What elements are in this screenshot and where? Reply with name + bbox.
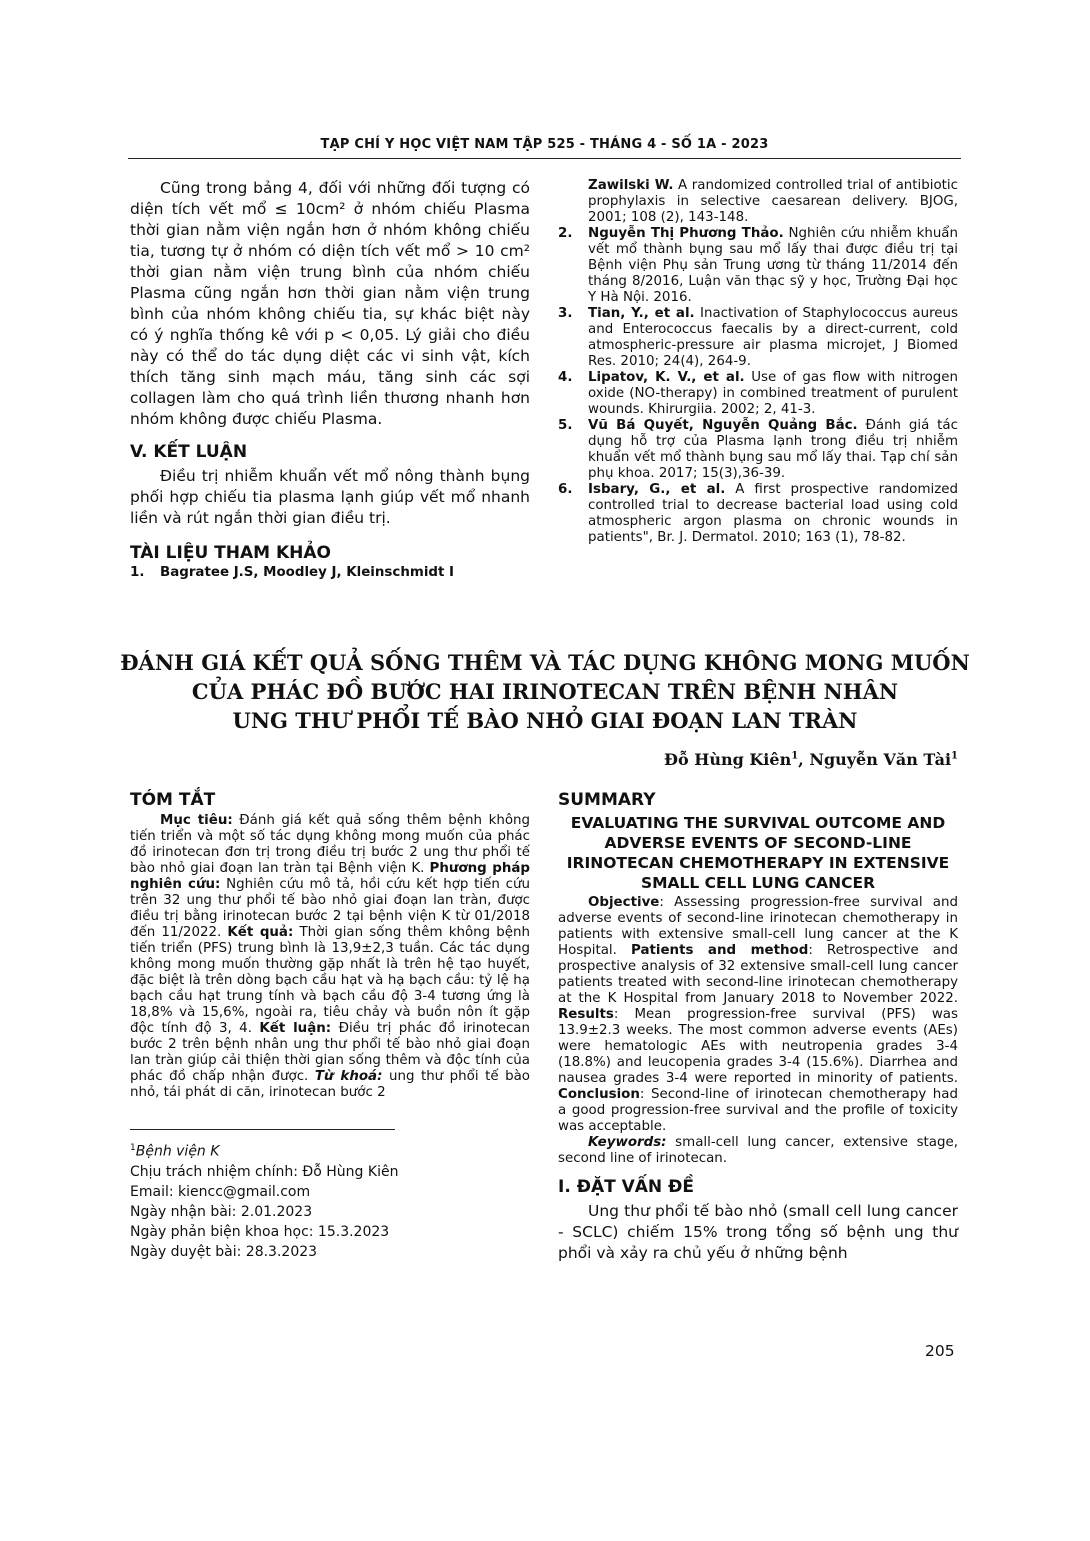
- conclusion-label: Kết luận:: [259, 1021, 332, 1036]
- keywords-text: small-cell lung cancer, extensive stage, second line of irinotecan.: [558, 1135, 958, 1166]
- date-received: Ngày nhận bài: 2.01.2023: [130, 1203, 313, 1220]
- reference-item: [558, 370, 958, 418]
- affiliation-text: Bệnh viện K: [135, 1143, 220, 1160]
- reference-details: Use of gas flow with nitrogen oxide (NO-therapy) in combined treatment of purulent wounds. Khirurgiia. 2002; 2, 41-3.: [588, 370, 958, 417]
- title-line: CỦA PHÁC ĐỒ BƯỚC HAI IRINOTECAN TRÊN BỆNH NHÂN: [191, 679, 899, 704]
- objective-text: : Assessing progression-free survival and adverse events of second-line irinotecan chemotherapy in patients with extensive small-cell lung cancer at the K Hospital.: [558, 895, 958, 958]
- author-email: Email: kiencc@gmail.com: [130, 1183, 311, 1200]
- reference-authors: Tian, Y., et al.: [588, 306, 695, 321]
- reference-details: A randomized controlled trial of antibiotic prophylaxis in selective caesarean delivery. BJOG, 2001; 108 (2), 143-148.: [588, 178, 958, 225]
- english-title: EVALUATING THE SURVIVAL OUTCOME AND ADVERSE EVENTS OF SECOND-LINE IRINOTECAN CHEMOTHERAPY IN EXTENSIVE SMALL CELL LUNG CANCER: [566, 814, 950, 892]
- method-text: Nghiên cứu mô tả, hồi cứu kết hợp tiến cứu trên 32 ung thư phổi tế bào nhỏ giai đoạn lan tràn, được điều trị bằng irinotecan bước 2 tại bệnh viện K từ 01/2018 đến 11/2022.: [130, 877, 530, 940]
- introduction-paragraph: Ung thư phổi tế bào nhỏ (small cell lung cancer - SCLC) chiếm 15% trong tổng số bệnh ung thư phổi và xảy ra chủ yếu ở những bệnh: [558, 1202, 958, 1262]
- footnote-rule: [130, 1129, 395, 1130]
- introduction-heading: I. ĐẶT VẤN ĐỀ: [558, 1177, 694, 1197]
- abstract-heading: TÓM TẮT: [130, 790, 216, 810]
- reference-item: [558, 482, 958, 546]
- reference-number: 1.: [130, 565, 145, 580]
- date-accepted: Ngày duyệt bài: 28.3.2023: [130, 1243, 318, 1260]
- reference-authors: Lipatov, K. V., et al.: [588, 370, 745, 385]
- vietnamese-abstract: [130, 790, 530, 1262]
- objective-text: Đánh giá kết quả sống thêm bệnh không tiến triển và một số tác dụng không mong muốn của phác đồ irinotecan đơn trị trong điều trị bước 2 ung thư phổi tế bào nhỏ giai đoạn lan tràn tại Bệnh viện K.: [130, 813, 530, 876]
- summary-heading: SUMMARY: [558, 790, 656, 810]
- method-label: Phương pháp nghiên cứu:: [130, 861, 530, 892]
- conclusion-label: Conclusion: [558, 1087, 640, 1102]
- author-name: Đỗ Hùng Kiên: [664, 750, 792, 769]
- reference-number: 2.: [558, 226, 573, 241]
- affiliation-mark: 1: [791, 750, 799, 762]
- reference-details: A first prospective randomized controlled trial to decrease bacterial load using cold atmospheric argon plasma on chronic wounds in patients", Br. J. Dermatol. 2010; 163 (1), 78-82.: [588, 482, 958, 545]
- reference-details: Nghiên cứu nhiễm khuẩn vết mổ thành bụng sau mổ lấy thai được điều trị tại Bệnh viện Phụ sản Trung ương từ tháng 11/2014 đến tháng 8/2016, Luận văn thạc sỹ y học, Trường Đại học Y Hà Nội. 2016.: [588, 226, 958, 305]
- objective-label: Mục tiêu:: [160, 813, 233, 828]
- date-reviewed: Ngày phản biện khoa học: 15.3.2023: [130, 1223, 390, 1240]
- reference-authors: Zawilski W.: [588, 178, 674, 193]
- summary-body: [558, 895, 958, 1135]
- reference-continuation: [558, 178, 958, 226]
- results-text: : Mean progression-free survival (PFS) was 13.9±2.3 weeks. The most common adverse events (AEs) were hematologic AEs with neutropenia grades 3-4 (18.8%) and leucopenia grades 3-4 (15.6%). Diarrhea and nausea grades 3-4 were reported in minority of patients.: [558, 1007, 958, 1086]
- reference-number: 3.: [558, 306, 573, 321]
- prev-article-left-column: [130, 178, 530, 581]
- reference-number: 5.: [558, 418, 573, 433]
- reference-authors: Vũ Bá Quyết, Nguyễn Quảng Bắc.: [588, 418, 858, 433]
- references-heading: TÀI LIỆU THAM KHẢO: [130, 543, 331, 563]
- discussion-paragraph: Cũng trong bảng 4, đối với những đối tượng có diện tích vết mổ ≤ 10cm² ở nhóm chiếu Plasma thời gian nằm viện ngắn hơn ở nhóm không chiếu tia, tương tự ở nhóm có diện tích vết mổ > 10 cm² thời gian nằm viện trung bình của nhóm chiếu Plasma cũng ngắn hơn thời gian nằm viện trung bình của nhóm không chiếu tia, sự khác biệt này có ý nghĩa thống kê với p < 0,05. Lý giải cho điều này có thể do tác dụng diệt các vi sinh vật, kích thích tăng sinh mạch máu, tăng sinh các sợi collagen làm cho quá trình liền thương nhanh hơn nhóm không được chiếu Plasma.: [130, 179, 530, 428]
- results-label: Results: [558, 1007, 614, 1022]
- reference-number: 4.: [558, 370, 573, 385]
- conclusion-text: Điều trị phác đồ irinotecan bước 2 trên bệnh nhân ung thư phổi tế bào nhỏ giai đoạn lan tràn giúp cải thiện thời gian sống thêm và độc tính của phác đồ chấp nhận được.: [130, 1021, 530, 1084]
- keywords-line: [558, 1135, 958, 1167]
- keywords-label: Từ khoá:: [314, 1069, 383, 1084]
- results-text: Thời gian sống thêm không bệnh tiến triển (PFS) trung bình là 13,9±2,3 tuần. Các tác dụng không mong muốn thường gặp nhất là trên hệ tạo huyết, đặc biệt là trên dòng bạch cầu hạt và hạ bạch cầu: tỷ lệ hạ bạch cầu hạt trung tính và bạch cầu độ 3-4 tương ứng là 18,8% và 15,6%, ngoài ra, tiêu chảy và buồn nôn ít gặp độc tính độ 3, 4.: [130, 925, 531, 1036]
- reference-item: [130, 565, 530, 581]
- conclusion-text: : Second-line of irinotecan chemotherapy had a good progression-free survival and the profile of toxicity was acceptable.: [558, 1087, 958, 1134]
- method-text: : Retrospective and prospective analysis of 32 extensive small-cell lung cancer patients treated with second-line irinotecan chemotherapy at the K Hospital from January 2018 to November 2022.: [558, 943, 958, 1006]
- reference-details: Đánh giá tác dụng hỗ trợ của Plasma lạnh trong điều trị nhiễm khuẩn vết mổ thành bụng sau mổ lấy thai. Tạp chí sản phụ khoa. 2017; 15(3),36-39.: [588, 418, 958, 481]
- reference-item: [558, 226, 958, 306]
- affiliation-mark: 1: [130, 1143, 136, 1153]
- reference-list-left: [130, 565, 530, 581]
- reference-number: 6.: [558, 482, 573, 497]
- abstract-body: [130, 813, 530, 1101]
- author-line: Đỗ Hùng Kiên$^1$, Nguyễn Văn Tài$^1$: [664, 750, 958, 769]
- title-line: ĐÁNH GIÁ KẾT QUẢ SỐNG THÊM VÀ TÁC DỤNG KHÔNG MONG MUỐN: [120, 650, 970, 675]
- reference-authors: Isbary, G., et al.: [588, 482, 726, 497]
- running-header: TẠP CHÍ Y HỌC VIỆT NAM TẬP 525 - THÁNG 4 - SỐ 1A - 2023: [320, 137, 769, 152]
- keywords-text: ung thư phổi tế bào nhỏ, tái phát di căn, irinotecan bước 2: [130, 1069, 530, 1100]
- affiliation-footnote: [130, 1138, 530, 1162]
- conclusion-paragraph: Điều trị nhiễm khuẩn vết mổ nông thành bụng phối hợp chiếu tia plasma lạnh giúp vết mổ nhanh liền và rút ngắn thời gian điều trị.: [130, 467, 530, 527]
- english-abstract: [558, 790, 958, 1264]
- author-name: Nguyễn Văn Tài: [809, 750, 952, 769]
- reference-details: Inactivation of Staphylococcus aureus and Enterococcus faecalis by a direct-current, cold atmospheric-pressure air plasma microjet, J Biomed Res. 2010; 24(4), 264-9.: [588, 306, 958, 369]
- responsible-author: Chịu trách nhiệm chính: Đỗ Hùng Kiên: [130, 1163, 399, 1180]
- affiliation-mark: 1: [951, 750, 958, 762]
- objective-label: Objective: [588, 895, 660, 910]
- page-number: 205: [925, 1342, 955, 1360]
- reference-list-right: [558, 178, 958, 546]
- reference-item: [558, 418, 958, 482]
- reference-item: [558, 306, 958, 370]
- method-label: Patients and method: [630, 943, 809, 958]
- results-label: Kết quả:: [227, 925, 294, 940]
- header-rule: [128, 158, 961, 159]
- article-title: [90, 648, 1000, 735]
- reference-authors: Bagratee J.S, Moodley J, Kleinschmidt I: [160, 565, 455, 580]
- title-line: UNG THƯ PHỔI TẾ BÀO NHỎ GIAI ĐOẠN LAN TRÀN: [232, 708, 858, 733]
- keywords-label: Keywords:: [588, 1135, 667, 1150]
- reference-authors: Nguyễn Thị Phương Thảo.: [588, 226, 784, 241]
- conclusion-heading: V. KẾT LUẬN: [130, 442, 248, 462]
